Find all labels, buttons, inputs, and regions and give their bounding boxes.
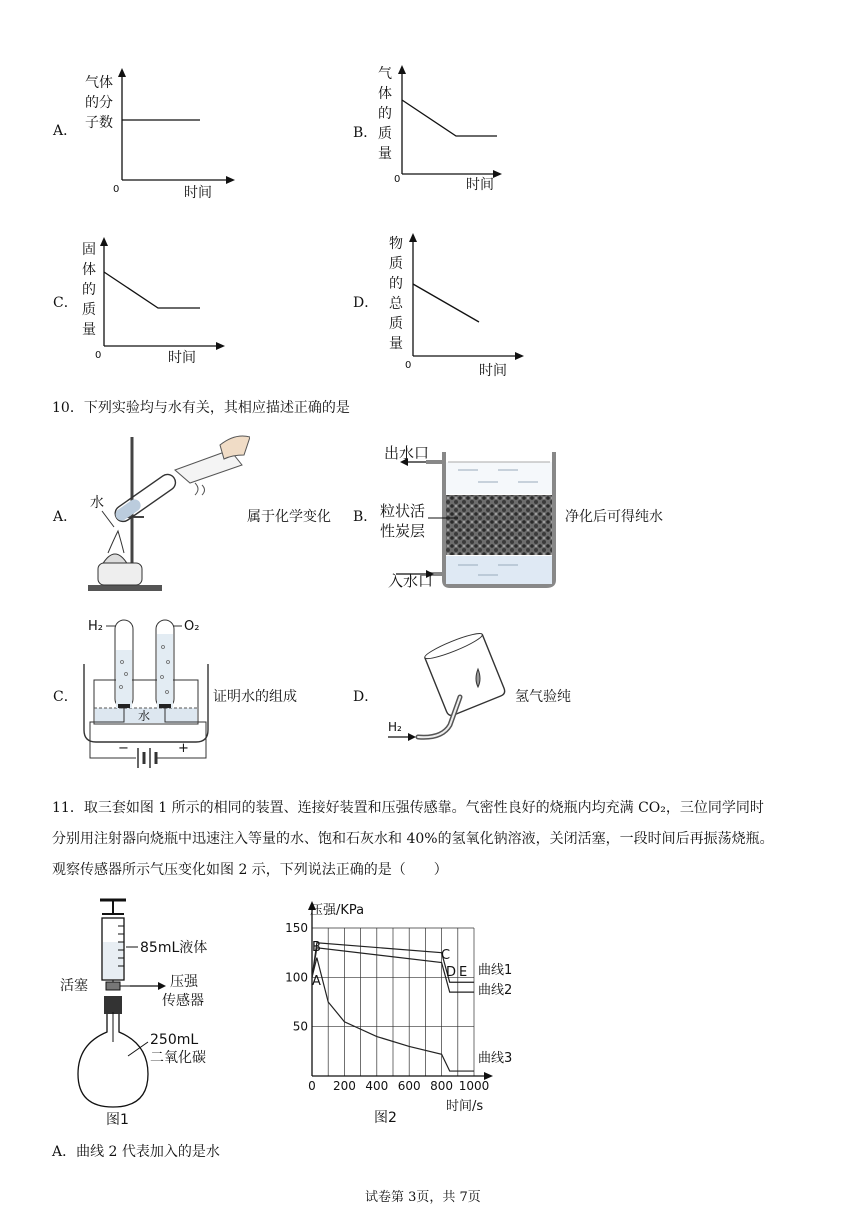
x-tick-600: 600: [397, 1079, 421, 1093]
option-d-ylabel-3: 的: [389, 276, 403, 292]
figure-2-pressure-chart: [278, 888, 538, 1128]
fig1-sensor-label-1: 压强: [170, 974, 198, 990]
q10-c-o2-label: O₂: [184, 619, 200, 634]
option-b-origin: 0: [394, 174, 401, 185]
q10-b-outlet-label: 出水口: [384, 444, 430, 462]
option-d-origin: 0: [405, 360, 412, 371]
y-tick-100: 100: [285, 970, 308, 985]
y-tick-150: 150: [285, 921, 308, 935]
option-a-origin: 0: [113, 184, 120, 195]
option-c-ylabel-2: 体: [82, 262, 96, 278]
point-c-label: C: [441, 948, 451, 963]
option-d-ylabel-2: 质: [389, 256, 403, 272]
option-b-ylabel-3: 的: [378, 106, 392, 122]
fig1-liquid-label: 85mL液体: [140, 940, 208, 956]
curve-2-label: 曲线2: [478, 983, 513, 998]
q10-b-carbon-label-2: 性炭层: [380, 522, 426, 540]
option-b-ylabel-4: 质: [378, 126, 392, 142]
option-c-letter: C．: [53, 295, 78, 311]
curve-1-label: 曲线1: [478, 963, 513, 978]
option-b-graph: [372, 62, 512, 197]
point-d-label: D: [446, 965, 457, 980]
figure-1-apparatus: [58, 892, 258, 1127]
x-tick-200: 200: [332, 1079, 356, 1093]
q10-b-filter: [378, 440, 563, 590]
option-d-ylabel-5: 质: [389, 316, 403, 332]
option-d-letter: D．: [353, 295, 379, 311]
question-11-stem-3: 观察传感器所示气压变化如图 2 示，下列说法正确的是（ ）: [52, 862, 448, 878]
point-e-label: E: [459, 965, 468, 980]
q10-a-description: 属于化学变化: [247, 509, 331, 525]
fig1-caption: 图1: [106, 1112, 129, 1127]
q10-option-b-letter: B．: [353, 509, 378, 525]
y-tick-50: 50: [292, 1019, 308, 1034]
x-tick-1000: 1000: [458, 1079, 490, 1093]
option-a-ylabel-3: 子数: [85, 115, 113, 131]
q10-c-electrolysis: [78, 612, 218, 777]
point-a-label: A: [312, 974, 321, 989]
q10-c-description: 证明水的组成: [213, 689, 297, 705]
option-d-line: [413, 284, 479, 322]
fig2-caption: 图2: [374, 1110, 397, 1126]
q10-a-apparatus: [80, 425, 250, 600]
q10-d-purity-test: [382, 625, 522, 755]
option-b-ylabel-1: 气: [378, 66, 392, 82]
option-c-origin: 0: [95, 350, 102, 361]
q10-option-c-letter: C．: [53, 689, 78, 705]
option-a-letter: A．: [53, 123, 78, 139]
option-d-ylabel-1: 物: [389, 236, 403, 252]
fig1-valve-label: 活塞: [60, 978, 88, 994]
point-b-label: B: [312, 940, 321, 955]
fig1-sensor-label-2: 传感器: [162, 993, 204, 1009]
page-footer: 试卷第 3页，共 7页: [365, 1190, 481, 1205]
x-tick-400: 400: [365, 1079, 389, 1093]
option-d-xlabel: 时间: [479, 363, 507, 379]
q10-c-minus: −: [118, 741, 129, 756]
chart-y-axis-label: 压强/KPa: [310, 903, 365, 918]
option-a-ylabel-1: 气体: [85, 75, 113, 91]
q10-d-h2-label: H₂: [388, 720, 402, 734]
option-c-graph: [78, 234, 238, 369]
q10-a-water-label: 水: [90, 495, 104, 511]
question-11-stem-1: 11．取三套如图 1 所示的相同的装置、连接好装置和压强传感靠。气密性良好的烧瓶内均充满 CO₂，三位同学同时: [52, 800, 764, 816]
option-c-ylabel-4: 质: [82, 302, 96, 318]
q10-c-water-label: 水: [138, 709, 151, 723]
chart-x-axis-label: 时间/s: [446, 1099, 484, 1114]
option-c-ylabel-1: 固: [82, 242, 96, 258]
option-d-graph: [383, 230, 533, 380]
q10-b-inlet-label: 入水口: [388, 572, 434, 590]
question-11-stem-2: 分别用注射器向烧瓶中迅速注入等量的水、饱和石灰水和 40%的氢氧化钠溶液，关闭活塞，一段时间后再振荡烧瓶。: [52, 831, 774, 847]
q10-c-h2-label: H₂: [88, 619, 103, 634]
option-c-ylabel-3: 的: [82, 282, 96, 298]
q10-option-a-letter: A．: [53, 509, 78, 525]
option-a-ylabel-2: 的分: [85, 95, 113, 111]
carbon-layer: [446, 495, 552, 555]
option-b-line: [402, 100, 497, 136]
option-c-line: [104, 272, 200, 308]
option-c-ylabel-5: 量: [82, 322, 96, 338]
question-10-stem: 10．下列实验均与水有关，其相应描述正确的是: [52, 400, 350, 416]
x-tick-800: 800: [430, 1079, 454, 1093]
curve-3-label: 曲线3: [478, 1051, 513, 1066]
option-d-ylabel-6: 量: [389, 336, 403, 352]
option-a-graph: [80, 65, 240, 200]
option-b-letter: B．: [353, 125, 378, 141]
q10-b-description: 净化后可得纯水: [565, 509, 663, 525]
fig1-flask-label-1: 250mL: [150, 1032, 199, 1048]
q10-c-plus: +: [178, 741, 189, 756]
q11-option-a: A．曲线 2 代表加入的是水: [52, 1144, 220, 1160]
option-d-ylabel-4: 总: [389, 296, 403, 312]
fig1-flask-label-2: 二氧化碳: [150, 1050, 206, 1066]
option-a-xlabel: 时间: [184, 185, 212, 200]
option-b-xlabel: 时间: [466, 177, 494, 193]
option-b-ylabel-2: 体: [378, 86, 392, 102]
q10-b-carbon-label-1: 粒状活: [380, 502, 426, 520]
q10-d-description: 氢气验纯: [515, 689, 571, 705]
q10-option-d-letter: D．: [353, 689, 379, 705]
option-c-xlabel: 时间: [168, 350, 196, 366]
x-tick-0: 0: [308, 1079, 316, 1093]
option-b-ylabel-5: 量: [378, 146, 392, 162]
